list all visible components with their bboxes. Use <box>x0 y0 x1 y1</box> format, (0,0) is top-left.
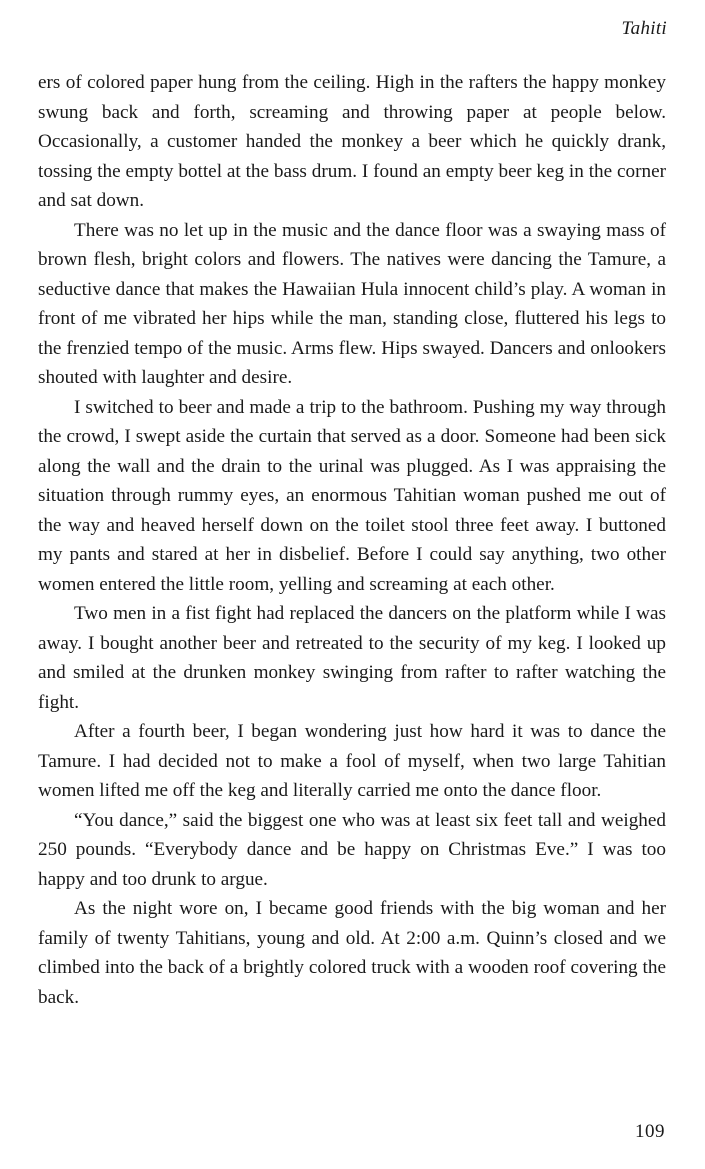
body-text <box>38 68 666 1012</box>
paragraph-3: I switched to beer and made a trip to the bathroom. Pushing my way through the crowd, I swept aside the curtain that served as a door. Someone had been sick along the wall and the drain to the urinal was plugged. As I was appraising the situation through rummy eyes, an enormous Tahitian woman pushed me out of the way and heaved herself down on the toilet stool three feet away. I buttoned my pants and stared at her in disbelief. Before I could say anything, two other women entered the little room, yelling and screaming at each other. <box>38 396 666 595</box>
paragraph-7: As the night wore on, I became good friends with the big woman and her family of twenty Tahitians, young and old. At 2:00 a.m. Quinn’s closed and we climbed into the back of a brightly colored truck with a wooden roof covering the back. <box>38 898 666 1008</box>
page-number: 109 <box>635 1121 665 1142</box>
paragraph-5: After a fourth beer, I began wondering just how hard it was to dance the Tamure. I had decided not to make a fool of myself, when two large Tahitian women lifted me off the keg and literally carried me onto the dance floor. <box>38 721 666 801</box>
paragraph-2: There was no let up in the music and the dance floor was a swaying mass of brown flesh, bright colors and flowers. The natives were dancing the Tamure, a seductive dance that makes the Hawaiian Hula innocent child’s play. A woman in front of me vibrated her hips while the man, standing close, fluttered his legs to the frenzied tempo of the music. Arms flew. Hips swayed. Dancers and onlookers shouted with laughter and desire. <box>38 219 666 388</box>
running-head: Tahiti <box>621 18 667 39</box>
paragraph-6: “You dance,” said the biggest one who was at least six feet tall and weighed 250 pounds. “Everybody dance and be happy on Christmas Eve.” I was too happy and too drunk to argue. <box>38 809 666 890</box>
paragraph-1: ers of colored paper hung from the ceiling. High in the rafters the happy monkey swung back and forth, screaming and throwing paper at people below. Occasionally, a customer handed the monkey a beer which he quickly drank, tossing the empty bottel at the bass drum. I found an empty beer keg in the corner and sat down. <box>38 72 666 211</box>
paragraph-4: Two men in a fist fight had replaced the dancers on the platform while I was away. I bought another beer and retreated to the security of my keg. I looked up and smiled at the drunken monkey swinging from rafter to rafter watching the fight. <box>38 603 666 713</box>
